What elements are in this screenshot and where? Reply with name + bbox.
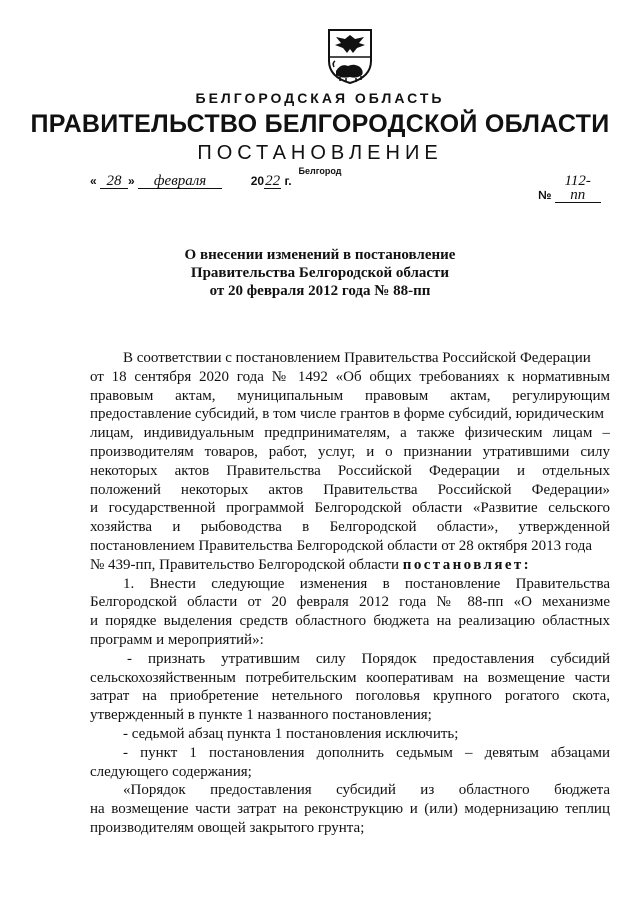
document-number <box>538 174 601 203</box>
body-line: - седьмой абзац пункта 1 постановления исключить; <box>123 725 459 742</box>
body-line: хозяйства и рыбоводства в Белгородской области», утвержденной <box>90 519 610 536</box>
body-line: и порядке выделения средств областного бюджета на реализацию областных <box>90 613 610 630</box>
document-type: ПОСТАНОВЛЕНИЕ <box>197 142 443 164</box>
document-date <box>90 174 292 189</box>
body-line: «Порядок предоставления субсидий из областного бюджета <box>123 782 610 799</box>
body-line: предоставление субсидий, в том числе грантов в форме субсидий, юридическим <box>90 406 605 423</box>
body-line: - пункт 1 постановления дополнить седьмым – девятым абзацами <box>123 744 610 761</box>
resolves-keyword: постановляет: <box>402 556 532 573</box>
date-month: февраля <box>138 174 222 189</box>
date-year-abbr: г. <box>284 174 292 188</box>
body-line: Белгородской области от 20 февраля 2012 года № 88-пп «О механизме <box>90 594 610 611</box>
title-line: Правительства Белгородской области <box>190 265 450 281</box>
body-line: 1. Внести следующие изменения в постановление Правительства <box>123 575 610 592</box>
number-prefix: № <box>538 188 552 202</box>
date-year-suffix: 22 <box>265 173 281 189</box>
body-line: лицам, индивидуальным предпринимателям, а также физическим лицам – <box>90 425 610 442</box>
date-close-quote: » <box>128 174 135 188</box>
date-year-prefix: 20 <box>250 174 265 188</box>
body-line: от 18 сентября 2020 года № 1492 «Об общих требованиях к нормативным <box>90 368 610 385</box>
body-line: производителям товаров, работ, услуг, и о признании утратившими силу <box>90 443 610 460</box>
government-name: ПРАВИТЕЛЬСТВО БЕЛГОРОДСКОЙ ОБЛАСТИ <box>30 110 610 138</box>
title-line: от 20 февраля 2012 года № 88-пп <box>209 283 431 299</box>
body-line: производителям овощей закрытого грунта; <box>90 819 365 836</box>
coat-of-arms-icon <box>326 27 374 85</box>
body-line: утвержденный в пункте 1 названного постановления; <box>90 707 432 724</box>
body-line: сельскохозяйственным потребительским кооперативам на возмещение части <box>90 669 610 686</box>
city-name: Белгород <box>298 166 342 176</box>
body-line: правовым актам, муниципальным правовым актам, регулирующим <box>90 387 610 404</box>
date-open-quote: « <box>90 174 97 188</box>
document-body <box>90 349 610 838</box>
body-line: - признать утратившим силу Порядок предоставления субсидий <box>127 650 610 667</box>
title-line: О внесении изменений в постановление <box>184 247 456 263</box>
body-line: № 439-пп, Правительство Белгородской области <box>90 556 400 573</box>
body-line: на возмещение части затрат на реконструкцию и (или) модернизацию теплиц <box>90 801 610 818</box>
body-line: затрат на приобретение нетельного поголовья крупного рогатого скота, <box>90 688 610 705</box>
date-day: 28 <box>100 174 128 189</box>
document-title <box>0 246 640 300</box>
number-value: 112-пп <box>555 174 601 203</box>
body-line: постановлением Правительства Белгородской области от 28 октября 2013 года <box>90 537 593 554</box>
body-line-resolution <box>90 556 610 575</box>
body-line: следующего содержания; <box>90 763 252 780</box>
body-line: В соответствии с постановлением Правительства Российской Федерации <box>123 350 591 366</box>
body-line: положений некоторых актов Правительства Российской Федерации» <box>90 481 610 498</box>
body-line: программ и мероприятий»: <box>90 631 264 648</box>
body-line: некоторых актов Правительства Российской Федерации и отдельных <box>90 462 610 479</box>
region-name: БЕЛГОРОДСКАЯ ОБЛАСТЬ <box>195 90 445 106</box>
body-line: и государственной программой Белгородской области «Развитие сельского <box>90 500 610 517</box>
